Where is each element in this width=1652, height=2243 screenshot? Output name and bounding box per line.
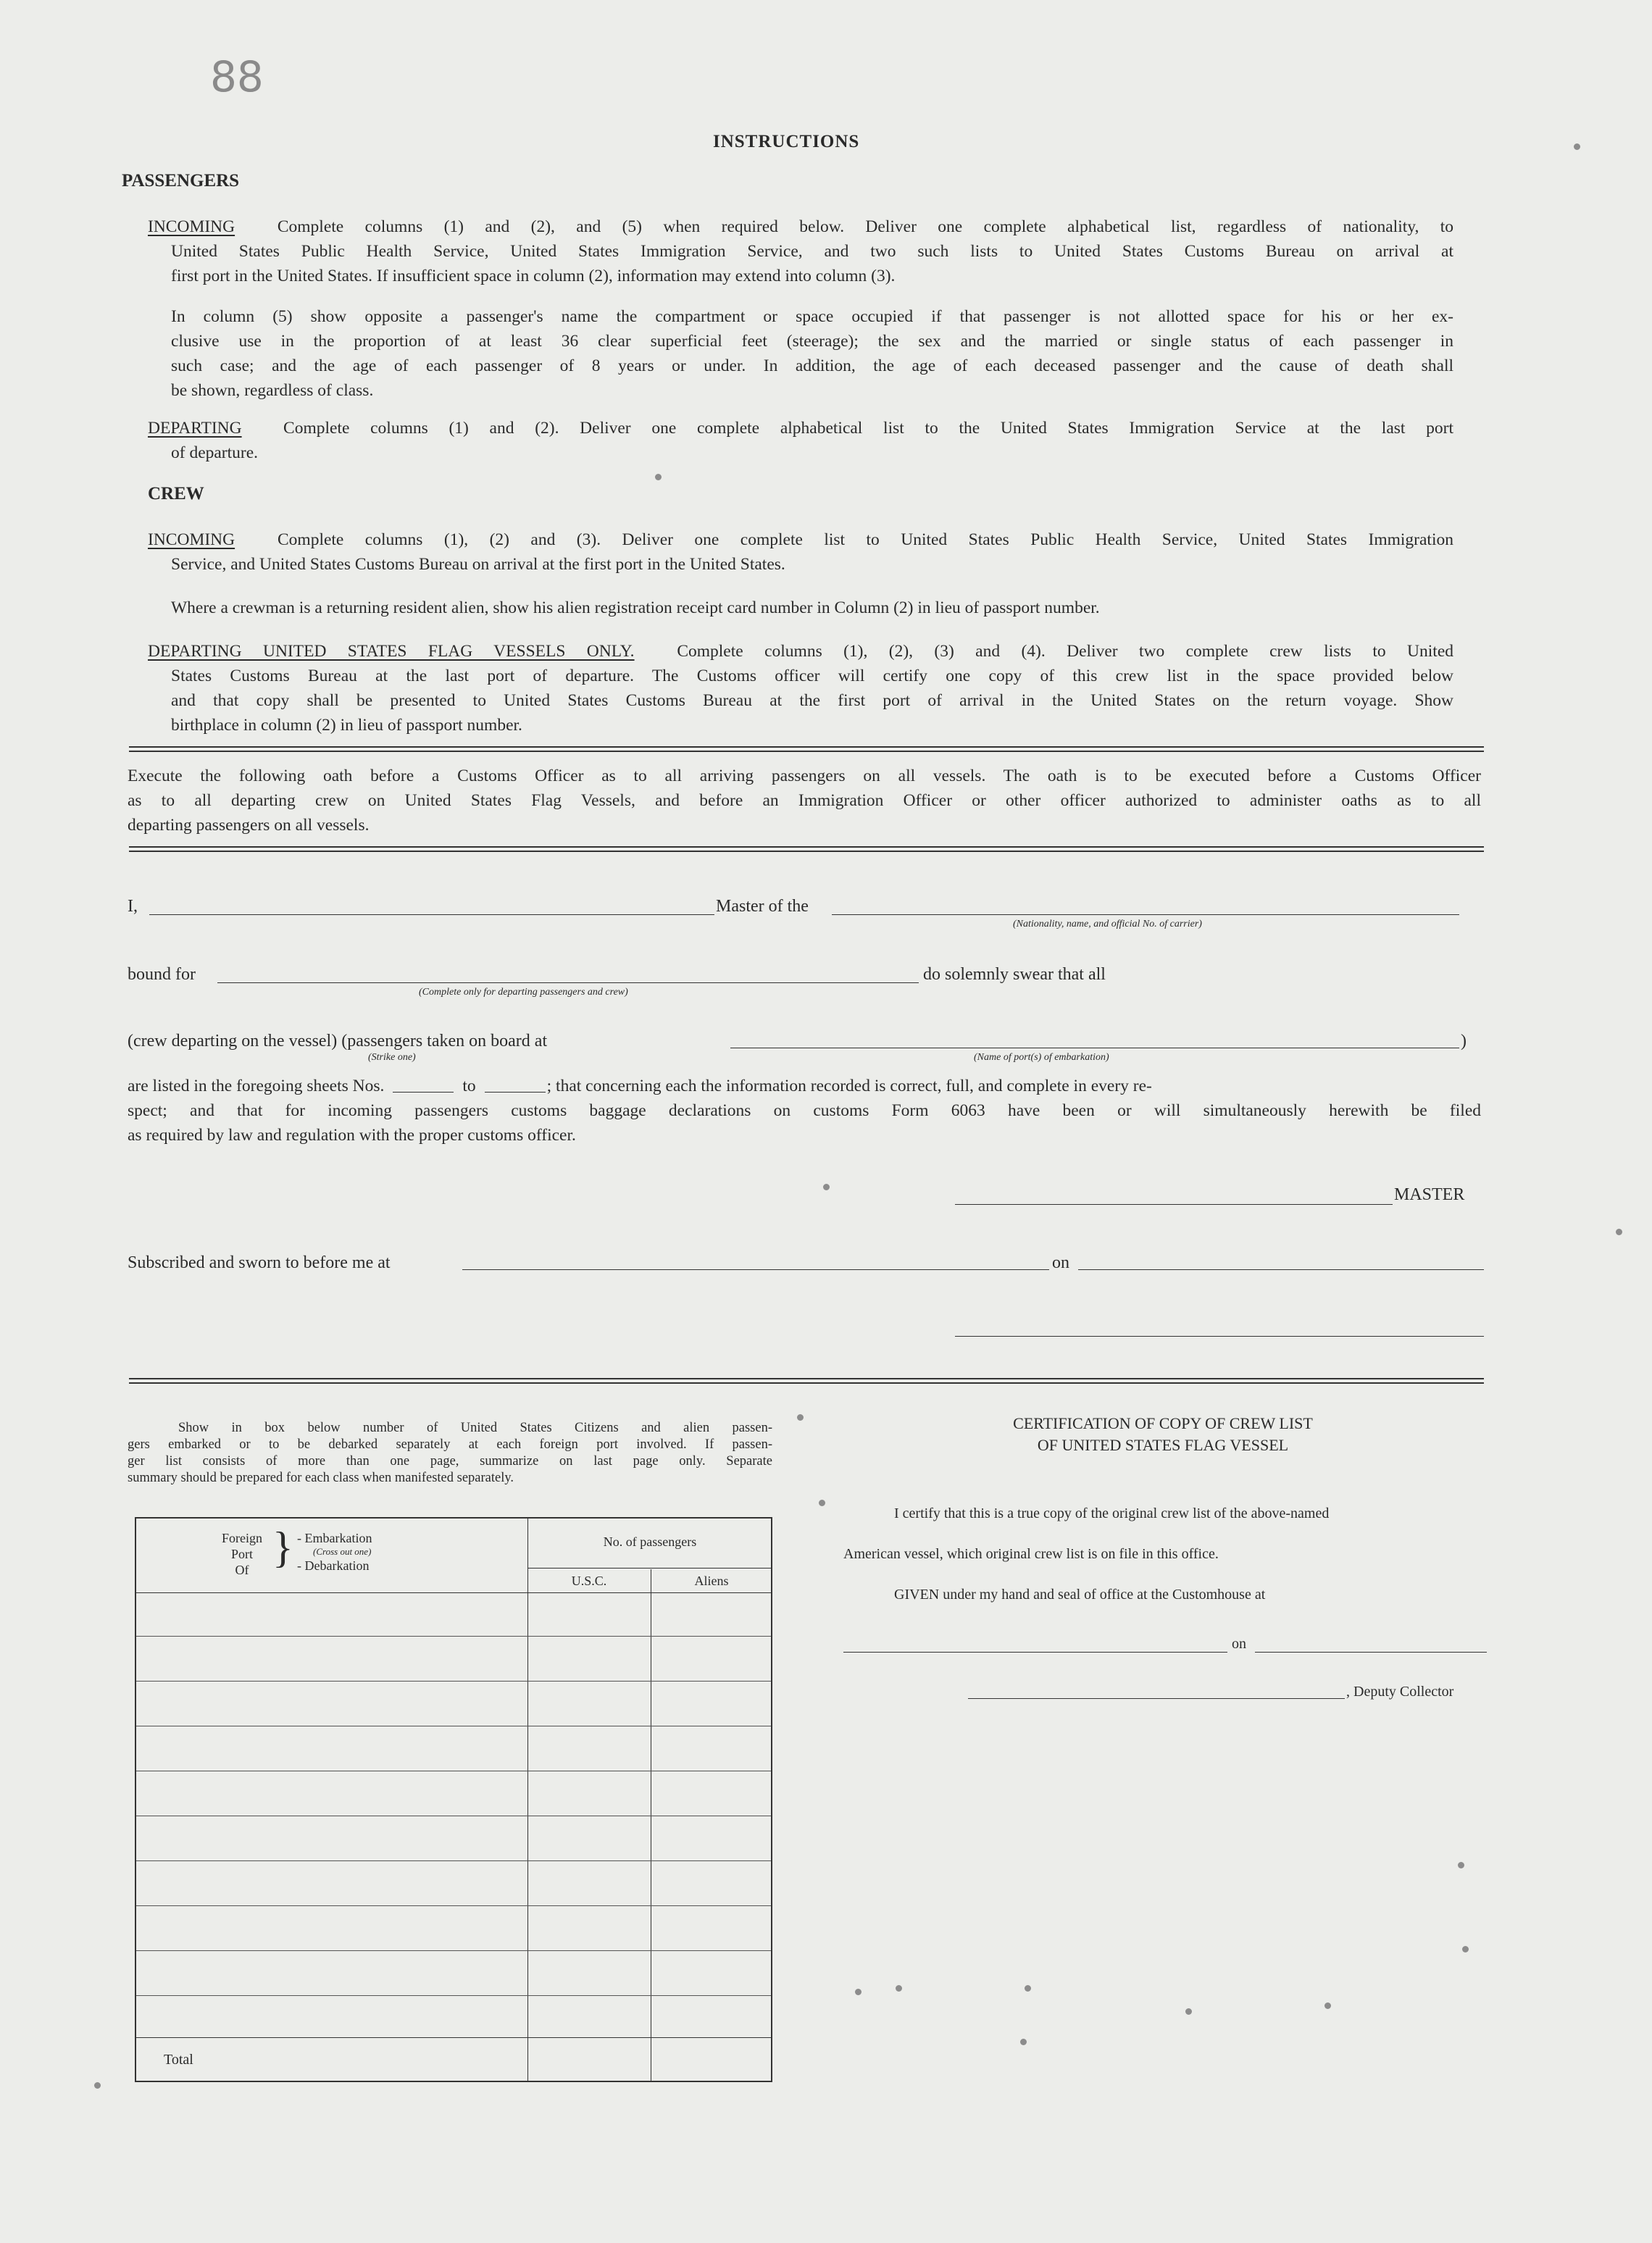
table-row-rule [136, 1681, 771, 1682]
table-row-rule [136, 1905, 771, 1906]
crew-flag-label: DEPARTING UNITED STATES FLAG VESSELS ONLY. [148, 642, 635, 661]
scan-speck [819, 1500, 825, 1506]
table-row-rule [136, 1950, 771, 1951]
oath-i-label: I, [128, 897, 138, 916]
column5-line-1: In column (5) show opposite a passenger's name the compartment or space occupied if that passenger is not allotted space for his or her ex- [171, 307, 1453, 326]
foreign-word: Foreign [222, 1531, 262, 1545]
summary-note-line-3: ger list consists of more than one page, summarize on last page only. Separate [128, 1454, 772, 1469]
passengers-departing-block [148, 416, 1453, 465]
certification-title [855, 1413, 1471, 1456]
port-note: (Name of port(s) of embarkation) [974, 1052, 1109, 1063]
officer-signature-field[interactable] [955, 1336, 1484, 1337]
of-word: Of [235, 1563, 249, 1577]
deputy-collector-label: , Deputy Collector [1346, 1684, 1454, 1700]
column5-line-3: such case; and the age of each passenger of 8 years or under. In addition, the age of each deceased passenger and the cause of death shall [171, 356, 1453, 375]
master-name-field[interactable] [149, 914, 714, 915]
carrier-field[interactable] [832, 914, 1459, 915]
sheets-line-2: spect; and that for incoming passengers customs baggage declarations on customs Form 6063 have been or will simultaneously herewith be filed [128, 1101, 1481, 1120]
divider-rule [129, 746, 1484, 748]
strike-one-note: (Strike one) [368, 1052, 416, 1063]
aliens-header: Aliens [694, 1574, 729, 1588]
oath-intro-line-1: Execute the following oath before a Customs Officer as to all arriving passengers on all vessels. The oath is to be executed before a Customs Officer [128, 767, 1481, 785]
divider-rule [129, 846, 1484, 848]
divider-rule [129, 851, 1484, 852]
handwritten-page-number: 88 [210, 52, 264, 101]
divider-rule [129, 1382, 1484, 1384]
bound-for-label: bound for [128, 965, 196, 984]
crew-flag-line-4: birthplace in column (2) in lieu of passport number. [171, 716, 522, 735]
column5-line-4: be shown, regardless of class. [171, 381, 374, 400]
scan-speck [1185, 2008, 1192, 2015]
sheet-from-field[interactable] [393, 1074, 454, 1093]
passengers-incoming-line-2: United States Public Health Service, United States Immigration Service, and two such lists to United States Customs Bureau on arrival at [171, 242, 1453, 261]
master-label: MASTER [1394, 1185, 1465, 1204]
passengers-incoming-label: INCOMING [148, 217, 235, 236]
master-signature-field[interactable] [955, 1204, 1393, 1205]
passengers-departing-line-2: of departure. [171, 443, 259, 462]
embark-debark-label [297, 1530, 372, 1574]
deputy-signature-field[interactable] [968, 1698, 1345, 1699]
summary-note [128, 1420, 772, 1487]
sheets-line-3: as required by law and regulation with the proper customs officer. [128, 1126, 576, 1145]
summary-note-line-1: Show in box below number of United States Citizens and alien passen- [178, 1421, 772, 1435]
scan-speck [1025, 1985, 1031, 1992]
instructions-title: INSTRUCTIONS [713, 132, 860, 151]
crew-heading: CREW [148, 484, 204, 504]
passengers-incoming-line-1: Complete columns (1) and (2), and (5) when required below. Deliver one complete alphabetical list, regardless of nationality, to [277, 217, 1453, 236]
foreign-port-of-label [213, 1530, 271, 1578]
crew-flag-block [148, 639, 1453, 738]
crew-flag-line-2: States Customs Bureau at the last port of departure. The Customs officer will certify one copy of this crew list in the space provided below [171, 667, 1453, 685]
sheet-to-field[interactable] [485, 1074, 546, 1093]
scan-speck [1324, 2002, 1331, 2009]
brace-glyph: } [272, 1524, 293, 1571]
crew-departing-text: (crew departing on the vessel) (passengers taken on board at [128, 1032, 548, 1051]
certification-title-line-1: CERTIFICATION OF COPY OF CREW LIST [1013, 1414, 1313, 1432]
scan-speck [1616, 1229, 1622, 1235]
column5-line-2: clusive use in the proportion of at least 36 clear superficial feet (steerage); the sex and the married or single status of each passenger in [171, 332, 1453, 351]
passengers-departing-line-1: Complete columns (1) and (2). Deliver one complete alphabetical list to the United States Immigration Service at the last port [283, 419, 1454, 438]
crew-flag-line-1: Complete columns (1), (2), (3) and (4). Deliver two complete crew lists to United [677, 642, 1453, 661]
table-column-divider [527, 1519, 528, 2081]
divider-rule [129, 1378, 1484, 1379]
scan-speck [823, 1184, 830, 1190]
passengers-incoming-block [148, 214, 1453, 288]
oath-intro-block [128, 764, 1481, 838]
crew-incoming-label: INCOMING [148, 530, 235, 549]
sworn-date-field[interactable] [1078, 1269, 1484, 1270]
summary-note-line-2: gers embarked or to be debarked separately at each foreign port involved. If passen- [128, 1437, 772, 1452]
table-subheader-rule [527, 1568, 772, 1569]
total-label: Total [164, 2052, 193, 2068]
scan-speck [1020, 2039, 1027, 2045]
sheets-line-1a: are listed in the foregoing sheets Nos. [128, 1077, 385, 1095]
complete-only-note: (Complete only for departing passengers and crew) [419, 987, 628, 998]
cross-out-note: (Cross out one) [313, 1546, 372, 1557]
table-row-rule [136, 1860, 771, 1861]
scan-speck [797, 1414, 804, 1421]
sheets-block [128, 1074, 1481, 1148]
table-row-rule [136, 1636, 771, 1637]
certification-on-label: on [1232, 1636, 1246, 1652]
summary-note-line-4: summary should be prepared for each class when manifested separately. [128, 1471, 514, 1485]
passengers-departing-label: DEPARTING [148, 419, 242, 438]
table-row-rule [136, 2037, 771, 2038]
crew-alien-note: Where a crewman is a returning resident alien, show his alien registration receipt card number in Column (2) in lieu of passport number. [171, 598, 1100, 617]
oath-intro-line-3: departing passengers on all vessels. [128, 816, 370, 835]
master-of-the-label: Master of the [716, 897, 809, 916]
bound-for-field[interactable] [217, 982, 919, 983]
certification-line-2: American vessel, which original crew list is on file in this office. [843, 1546, 1219, 1562]
crew-incoming-line-1: Complete columns (1), (2) and (3). Deliver one complete list to United States Public Health Service, United States Immigration [277, 530, 1453, 549]
sworn-place-field[interactable] [462, 1269, 1049, 1270]
sheets-to-label: to [462, 1077, 476, 1095]
summary-table [135, 1517, 772, 2082]
scan-speck [94, 2082, 101, 2089]
embarkation-option: - Embarkation [297, 1531, 372, 1545]
crew-flag-line-3: and that copy shall be presented to United States Customs Bureau at the first port of arrival in the United States on the return voyage. Show [171, 691, 1453, 710]
oath-intro-line-2: as to all departing crew on United States Flag Vessels, and before an Immigration Officer or other officer authorized to administer oaths as to all [128, 791, 1481, 810]
scan-speck [655, 474, 662, 480]
no-passengers-header: No. of passengers [603, 1534, 697, 1549]
crew-incoming-line-2: Service, and United States Customs Bureau on arrival at the first port in the United States. [171, 555, 785, 574]
port-word: Port [230, 1547, 253, 1561]
certification-line-1: I certify that this is a true copy of the original crew list of the above-named [894, 1505, 1330, 1521]
crew-incoming-block [148, 527, 1453, 577]
solemnly-swear-text: do solemnly swear that all [923, 965, 1106, 984]
sworn-on-label: on [1052, 1253, 1069, 1272]
sheets-line-1b: ; that concerning each the information recorded is correct, full, and complete in every re- [546, 1077, 1152, 1095]
scan-speck [1462, 1946, 1469, 1952]
table-row-rule [136, 1592, 771, 1593]
nationality-note: (Nationality, name, and official No. of carrier) [1013, 919, 1202, 930]
passengers-incoming-line-3: first port in the United States. If insufficient space in column (2), information may extend into column (3). [171, 267, 896, 285]
scan-speck [1458, 1862, 1464, 1868]
close-paren: ) [1461, 1032, 1467, 1051]
passengers-heading: PASSENGERS [122, 171, 240, 191]
usc-header: U.S.C. [571, 1574, 607, 1588]
divider-rule [129, 751, 1484, 752]
scan-speck [896, 1985, 902, 1992]
table-row-rule [136, 1995, 771, 1996]
customhouse-field[interactable] [843, 1652, 1227, 1653]
debarkation-option: - Debarkation [297, 1558, 370, 1573]
scan-speck [855, 1989, 862, 1995]
certification-line-3: GIVEN under my hand and seal of office at the Customhouse at [894, 1587, 1266, 1603]
scan-speck [1574, 143, 1580, 150]
subscribed-sworn-text: Subscribed and sworn to before me at [128, 1253, 391, 1272]
certification-date-field[interactable] [1255, 1652, 1487, 1653]
certification-title-line-2: OF UNITED STATES FLAG VESSEL [1037, 1436, 1289, 1454]
passengers-column5-block [171, 304, 1453, 403]
